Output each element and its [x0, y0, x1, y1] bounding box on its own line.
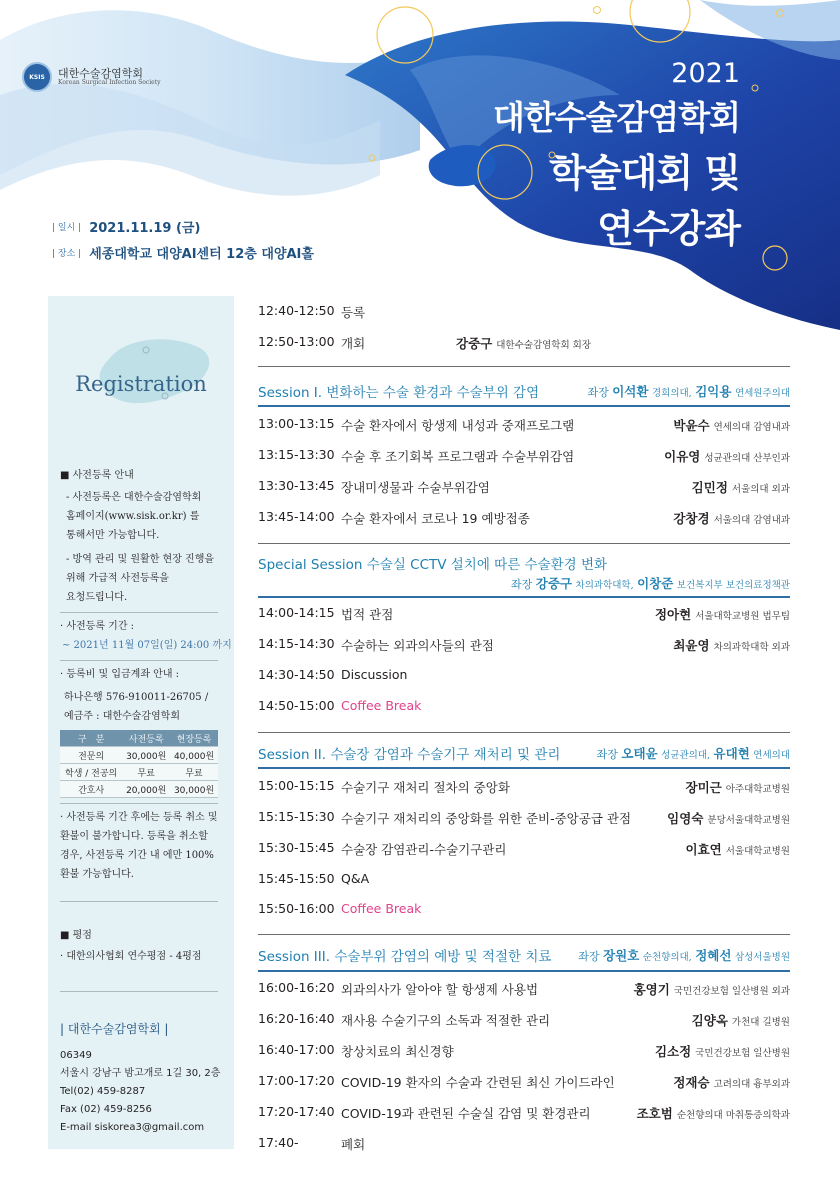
- session-chairs: 좌장 오태윤 성균관의대, 유대현 연세의대: [596, 746, 790, 761]
- row-time: 12:40-12:50: [258, 303, 335, 318]
- sidebar-divider: [60, 901, 218, 902]
- fee-col-category: 구 분: [60, 730, 122, 747]
- venue-label: 장소: [57, 249, 76, 259]
- sidebar-divider: [60, 660, 218, 661]
- fee-table-header: [60, 730, 218, 747]
- sidebar-divider: [60, 803, 218, 804]
- session-divider: [258, 405, 790, 407]
- society-name-en: Korean Surgical Infection Society: [58, 78, 161, 86]
- fee-cell: 20,000원: [122, 781, 170, 798]
- society-name-ko: 대한수술감염학회: [58, 67, 144, 81]
- contact-postcode: 06349: [60, 1050, 92, 1061]
- divider: [258, 732, 790, 733]
- fee-cell: 30,000원: [122, 747, 170, 764]
- period-value: ~ 2021년 11월 07일(일) 24:00 까지: [62, 640, 232, 651]
- guide-2-line-1: - 방역 관리 및 원활한 현장 진행을: [66, 554, 215, 565]
- society-emblem: KSIS: [22, 62, 52, 92]
- title-line-2: 학술대회 및: [549, 151, 740, 195]
- guide-heading: ■ 사전등록 안내: [60, 470, 134, 481]
- row-time: 12:50-13:00: [258, 334, 335, 349]
- schedule-row: 15:50-16:00 Coffee Break: [258, 901, 422, 916]
- cancel-line-3: 경우, 사전등록 기간 내 에만 100%: [60, 850, 214, 861]
- cancel-line-4: 환불 가능합니다.: [60, 869, 134, 880]
- row-title: 개회: [341, 336, 366, 351]
- session-chairs: 좌장 이석환 경희의대, 김익용 연세원주의대: [587, 384, 790, 399]
- sidebar-divider: [60, 991, 218, 992]
- event-venue: | 장소 | 세종대학교 대양AI센터 12층 대양AI홀: [52, 243, 314, 262]
- fee-cell: 무료: [122, 764, 170, 781]
- session-divider: [258, 596, 790, 598]
- schedule-row: 15:00-15:15 수술기구 재처리 절차의 중앙화 장미근 아주대학교병원: [258, 778, 790, 795]
- closing-title: 폐회: [341, 1137, 366, 1152]
- credit-heading: ■ 평점: [60, 930, 92, 941]
- contact-email: E-mail siskorea3@gmail.com: [60, 1122, 205, 1133]
- society-logo: [22, 62, 161, 92]
- fee-cell: 30,000원: [170, 781, 218, 798]
- divider: [258, 934, 790, 935]
- registration-title: Registration: [75, 372, 207, 396]
- sidebar-divider: [60, 612, 218, 613]
- schedule-row: 13:45-14:00 수술 환자에서 코로나 19 예방접종 강창경 서울의대 감염내과: [258, 509, 790, 526]
- session-chairs: 좌장 장원호 순천향의대, 정혜선 삼성서울병원: [578, 948, 790, 963]
- divider: [258, 543, 790, 544]
- credit-line: · 대한의사협회 연수평점 - 4평점: [60, 951, 202, 962]
- contact-tel: Tel(02) 459-8287: [60, 1086, 146, 1097]
- schedule-row: 14:00-14:15 법적 관점 정아현 서울대학교병원 법무팀: [258, 605, 790, 622]
- session-title: Session III. 수술부위 감염의 예방 및 적절한 치료: [258, 949, 552, 965]
- session-title: Special Session 수술실 CCTV 설치에 따른 수술환경 변화: [258, 557, 608, 573]
- title-line-3: 연수강좌: [597, 207, 740, 251]
- guide-1-line-2: 홈페이지(www.sisk.or.kr) 를: [66, 511, 200, 522]
- row-speaker: 강중구 대한수술감염학회 회장: [456, 336, 592, 351]
- speaker-affiliation: 대한수술감염학회 회장: [496, 340, 592, 351]
- schedule-row: 14:30-14:50 Discussion: [258, 667, 408, 682]
- title-year: 2021: [671, 58, 740, 89]
- schedule-row: 14:50-15:00 Coffee Break: [258, 698, 422, 713]
- schedule-row: [258, 334, 790, 354]
- schedule-row: 13:15-13:30 수술 후 조기회복 프로그램과 수술부위감염 이유영 성균관의대 산부인과: [258, 447, 790, 464]
- venue-value: 세종대학교 대양AI센터 12층 대양AI홀: [89, 247, 314, 262]
- schedule-row: 13:00-13:15 수술 환자에서 항생제 내성과 중재프로그램 박윤수 연세의대 감염내과: [258, 416, 790, 433]
- fee-cell: 학생 / 전공의: [60, 764, 122, 781]
- fee-cell: 전문의: [60, 747, 122, 764]
- closing-time: 17:40-: [258, 1135, 299, 1150]
- cancel-line-1: · 사전등록 기간 후에는 등록 취소 및: [60, 812, 218, 823]
- schedule-row: [258, 1135, 790, 1155]
- account-line-1: 하나은행 576-910011-26705 /: [64, 692, 209, 703]
- schedule-row: 17:20-17:40 COVID-19과 관련된 수술실 감염 및 환경관리 조호범 순천향의대 마취통증의학과: [258, 1104, 790, 1121]
- account-line-2: 예금주 : 대한수술감염학회: [64, 711, 180, 722]
- divider: [258, 366, 790, 367]
- fee-col-onsite: 현장등록: [170, 730, 218, 747]
- date-value: 2021.11.19 (금): [89, 221, 201, 236]
- schedule-row: 14:15-14:30 수술하는 외과의사들의 관점 최윤영 차의과학대학 외과: [258, 636, 790, 653]
- guide-1-line-1: - 사전등록은 대한수술감염학회: [66, 492, 202, 503]
- guide-2-line-3: 요청드립니다.: [66, 592, 128, 603]
- schedule-row: [258, 303, 790, 323]
- session-divider: [258, 767, 790, 769]
- coffee-break: Coffee Break: [341, 901, 422, 916]
- cancel-line-2: 환불이 불가합니다. 등록을 취소할: [60, 831, 208, 842]
- schedule-row: 16:20-16:40 재사용 수술기구의 소독과 적절한 관리 김양옥 가천대 길병원: [258, 1011, 790, 1028]
- fee-col-pre: 사전등록: [122, 730, 170, 747]
- schedule-row: 17:00-17:20 COVID-19 환자의 수술과 간련된 최신 가이드라인 정재승 고려의대 흉부외과: [258, 1073, 790, 1090]
- session-divider: [258, 970, 790, 972]
- event-date: | 일시 | 2021.11.19 (금): [52, 217, 200, 236]
- table-row: [60, 764, 218, 781]
- schedule-row: 16:40-17:00 창상치료의 최신경향 김소정 국민건강보험 일산병원: [258, 1042, 790, 1059]
- row-title: 등록: [341, 305, 366, 320]
- fee-cell: 40,000원: [170, 747, 218, 764]
- table-row: [60, 747, 218, 764]
- session-chairs: 좌장 강중구 차의과학대학, 이창준 보건복지부 보건의료정책관: [511, 576, 790, 591]
- guide-2-line-2: 위해 가급적 사전등록을: [66, 573, 169, 584]
- session-title: Session I. 변화하는 수술 환경과 수술부위 감염: [258, 385, 540, 401]
- table-row: [60, 781, 218, 798]
- fee-table: [60, 730, 218, 798]
- contact-address: 서울시 강남구 밤고개로 1길 30, 2층: [60, 1068, 221, 1079]
- fee-cell: 무료: [170, 764, 218, 781]
- schedule-row: 15:15-15:30 수술기구 재처리의 중앙화를 위한 준비-중앙공급 관점 임영숙 분당서울대학교병원: [258, 809, 790, 826]
- session-title: Session II. 수술장 감염과 수술기구 재처리 및 관리: [258, 747, 561, 763]
- schedule-row: 15:30-15:45 수술장 감염관리-수술기구관리 이효연 서울대학교병원: [258, 840, 790, 857]
- period-heading: · 사전등록 기간 :: [60, 621, 135, 632]
- title-line-1: 대한수술감염학회: [492, 98, 740, 137]
- coffee-break: Coffee Break: [341, 698, 422, 713]
- contact-heading: | 대한수술감염학회 |: [60, 1022, 169, 1036]
- guide-1-line-3: 통해서만 가능합니다.: [66, 530, 160, 541]
- account-heading: · 등록비 및 입금계좌 안내 :: [60, 669, 180, 680]
- schedule-row: 16:00-16:20 외과의사가 알아야 할 항생제 사용법 홍영기 국민건강보험 일산병원 외과: [258, 980, 790, 997]
- schedule-row: 13:30-13:45 장내미생물과 수술부위감염 김민정 서울의대 외과: [258, 478, 790, 495]
- date-label: 일시: [57, 223, 76, 233]
- contact-fax: Fax (02) 459-8256: [60, 1104, 152, 1115]
- fee-cell: 간호사: [60, 781, 122, 798]
- schedule-row: 15:45-15:50 Q&A: [258, 871, 370, 886]
